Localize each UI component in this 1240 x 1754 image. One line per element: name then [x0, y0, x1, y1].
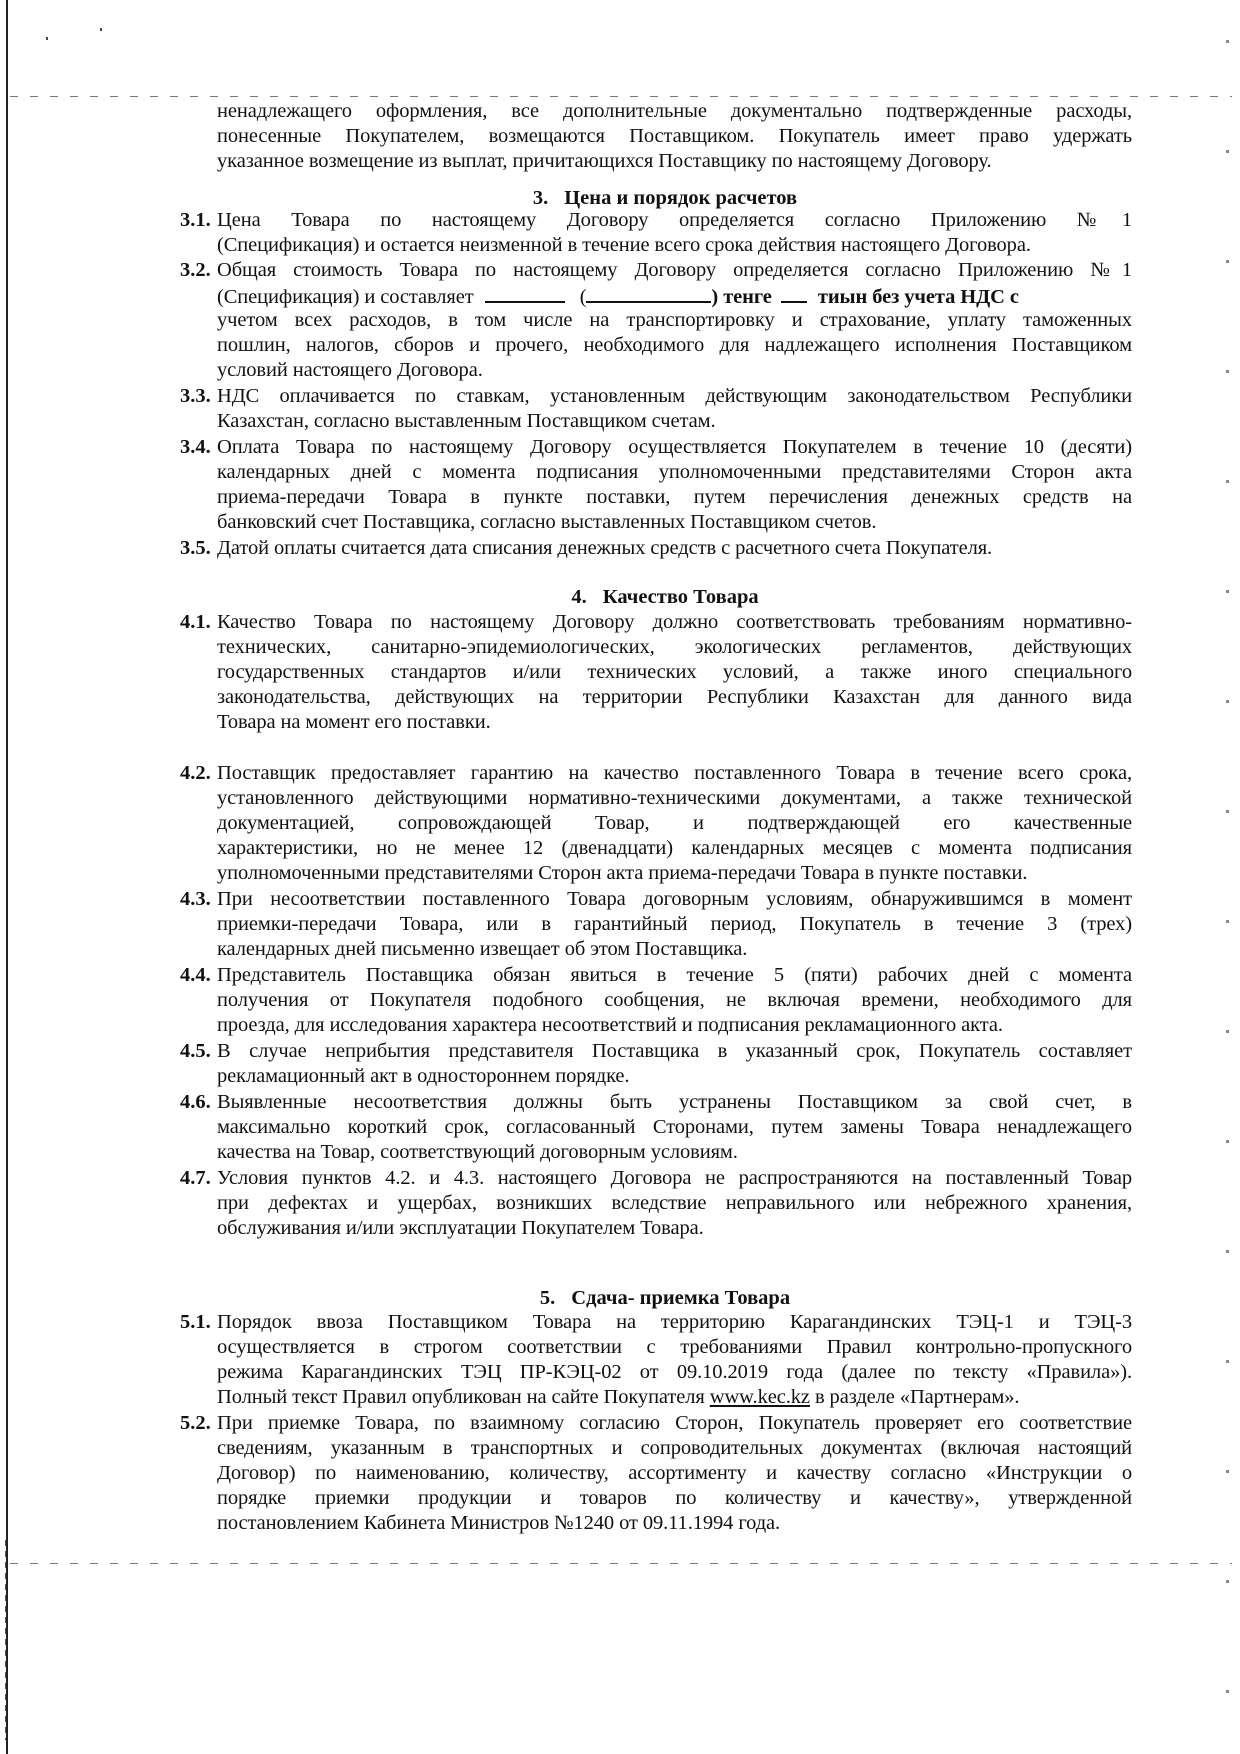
- price-words-field[interactable]: [586, 283, 711, 303]
- clause-line: условий настоящего Договора.: [217, 359, 483, 381]
- clause-line: установленного действующими нормативно-техническими документами, а также технической: [217, 787, 1132, 809]
- scan-speck: [46, 37, 48, 40]
- section-number: 3.: [532, 187, 549, 209]
- clause-line-with-link: [217, 1385, 1132, 1410]
- clause-number: 3.1.: [180, 209, 211, 231]
- clause-line: Порядок ввоза Поставщиком Товара на территорию Карагандинских ТЭЦ-1 и ТЭЦ-3: [217, 1311, 1132, 1333]
- scan-edge-right: [1226, 0, 1229, 1754]
- clause-number: 5.2.: [180, 1412, 211, 1434]
- clause-line: осуществляется в строгом соответствии с требованиями Правил контрольно-пропускного: [217, 1336, 1132, 1358]
- clause-line: проезда, для исследования характера несоответствий и подписания рекламационного акта.: [217, 1014, 1003, 1036]
- clause-number: 5.1.: [180, 1311, 211, 1333]
- section-heading-4: [0, 585, 1240, 610]
- clause-line: постановлением Кабинета Министров №1240 от 09.11.1994 года.: [217, 1512, 781, 1534]
- clause-number: 4.1.: [180, 611, 211, 633]
- clause-line: Поставщик предоставляет гарантию на качество поставленного Товара в течение всего срока,: [217, 762, 1132, 784]
- section-heading-5: [0, 1286, 1240, 1311]
- clause-line: НДС оплачивается по ставкам, установленным действующим законодательством Республики: [217, 385, 1132, 407]
- clause-line: максимально короткий срок, согласованный Сторонами, путем замены Товара ненадлежащего: [217, 1116, 1132, 1138]
- clause-line: Общая стоимость Товара по настоящему Договору определяется согласно Приложению №1: [217, 259, 1132, 281]
- section-number: 5.: [539, 1287, 556, 1309]
- subunit-label: тиын без учета НДС с: [817, 286, 1019, 308]
- clause-line: При приемке Товара, по взаимному согласию Сторон, Покупатель проверяет его соответствие: [217, 1412, 1132, 1434]
- clause-number: 4.3.: [180, 888, 211, 910]
- clause-number: 3.4.: [180, 436, 211, 458]
- clause-line: Оплата Товара по настоящему Договору осуществляется Покупателем в течение 10 (десяти): [217, 436, 1132, 458]
- clause-line: при дефектах и ущербах, возникших вследствие неправильного или небрежного хранения,: [217, 1192, 1132, 1214]
- intro-line: указанное возмещение из выплат, причитающихся Поставщику по настоящему Договору.: [217, 150, 992, 172]
- scan-speck: [100, 28, 102, 31]
- clause-line: обслуживания и/или эксплуатации Покупателем Товара.: [217, 1217, 704, 1239]
- clause-line: Качество Товара по настоящему Договору должно соответствовать требованиям нормативно-: [217, 611, 1132, 633]
- section-number: 4.: [571, 586, 587, 608]
- clause-line: Представитель Поставщика обязан явиться в течение 5 (пяти) рабочих дней с момента: [217, 964, 1132, 986]
- clause-line: приема-передачи Товара в пункте поставки, путем перечисления денежных средств на: [217, 486, 1132, 508]
- clause-text: (Спецификация) и составляет: [217, 286, 474, 308]
- clause-line: Условия пунктов 4.2. и 4.3. настоящего Договора не распространяются на поставленный Товар: [217, 1167, 1132, 1189]
- clause-line: При несоответствии поставленного Товара договорным условиям, обнаружившимся в момент: [217, 888, 1132, 910]
- clause-number: 3.3.: [180, 385, 211, 407]
- clause-text: в разделе «Партнерам».: [814, 1386, 1020, 1408]
- intro-line: ненадлежащего оформления, все дополнительные документально подтвержденные расходы,: [217, 100, 1132, 122]
- clause-line: Договор) по наименованию, количеству, ассортименту и качеству согласно «Инструкции о: [217, 1462, 1132, 1484]
- clause-number: 3.2.: [180, 259, 211, 281]
- section-title: Качество Товара: [602, 586, 759, 608]
- section-title: Сдача- приемка Товара: [571, 1287, 791, 1309]
- clause-line: сведениям, указанным в транспортных и сопроводительных документах (включая настоящий: [217, 1437, 1132, 1459]
- clause-line: государственных стандартов и/или технических условий, а также иного специального: [217, 661, 1132, 683]
- clause-line: Выявленные несоответствия должны быть устранены Поставщиком за свой счет, в: [217, 1091, 1132, 1113]
- clause-line: получения от Покупателя подобного сообщения, не включая времени, необходимого для: [217, 989, 1132, 1011]
- clause-line: Датой оплаты считается дата списания денежных средств с расчетного счета Покупателя.: [217, 537, 993, 559]
- clause-line: уполномоченными представителями Сторон акта приема-передачи Товара в пункте поставки.: [217, 862, 1028, 884]
- clause-line: документацией, сопровождающей Товар, и подтверждающей его качественные: [217, 812, 1132, 834]
- scan-edge-left: [6, 0, 8, 1754]
- website-link[interactable]: www.kec.kz: [709, 1386, 810, 1408]
- clause-number: 4.6.: [180, 1091, 211, 1113]
- clause-line: В случае неприбытия представителя Поставщика в указанный срок, Покупатель составляет: [217, 1040, 1132, 1062]
- scan-fold-line-bottom: [10, 1563, 1232, 1564]
- clause-line: банковский счет Поставщика, согласно выставленных Поставщиком счетов.: [217, 511, 877, 533]
- clause-text: Полный текст Правил опубликован на сайте Покупателя: [217, 1386, 705, 1408]
- clause-line: Товара на момент его поставки.: [217, 711, 491, 733]
- price-subunit-field[interactable]: [781, 283, 807, 303]
- clause-line: учетом всех расходов, в том числе на транспортировку и страхование, уплату таможенных: [217, 309, 1132, 331]
- clause-number: 4.4.: [180, 964, 211, 986]
- clause-number: 4.7.: [180, 1167, 211, 1189]
- intro-line: понесенные Покупателем, возмещаются Поставщиком. Покупатель имеет право удержать: [217, 125, 1132, 147]
- clause-number: 4.5.: [180, 1040, 211, 1062]
- clause-line: технических, санитарно-эпидемиологических, экологических регламентов, действующих: [217, 636, 1132, 658]
- clause-line: Цена Товара по настоящему Договору определяется согласно Приложению №1: [217, 209, 1132, 231]
- clause-line: календарных дней письменно извещает об этом Поставщика.: [217, 938, 748, 960]
- clause-number: 4.2.: [180, 762, 211, 784]
- scan-fold-line-top: [10, 96, 1232, 97]
- clause-line: приемки-передачи Товара, или в гарантийный период, Покупатель в течение 3 (трех): [217, 913, 1132, 935]
- clause-line: режима Карагандинских ТЭЦ ПР-КЭЦ-02 от 09.10.2019 года (далее по тексту «Правила»).: [217, 1361, 1132, 1383]
- scan-edge-left-dashed: [5, 1540, 6, 1740]
- clause-line: Казахстан, согласно выставленным Поставщиком счетам.: [217, 410, 716, 432]
- price-amount-field[interactable]: [485, 283, 565, 303]
- clause-line: характеристики, но не менее 12 (двенадцати) календарных месяцев с момента подписания: [217, 837, 1132, 859]
- currency-label: тенге: [723, 286, 772, 308]
- clause-line: качества на Товар, соответствующий договорным условиям.: [217, 1141, 738, 1163]
- clause-line: порядке приемки продукции и товаров по количеству и качеству», утвержденной: [217, 1487, 1132, 1509]
- clause-number: 3.5.: [180, 537, 211, 559]
- clause-line: пошлин, налогов, сборов и прочего, необходимого для надлежащего исполнения Поставщиком: [217, 334, 1132, 356]
- clause-line: законодательства, действующих на территории Республики Казахстан для данного вида: [217, 686, 1132, 708]
- clause-line: календарных дней с момента подписания уполномоченными представителями Сторон акта: [217, 461, 1132, 483]
- clause-line-price: (Спецификация) и составляет ( ) тенге тиын без учета НДС с: [217, 283, 1132, 310]
- section-title: Цена и порядок расчетов: [564, 187, 798, 209]
- clause-line: (Спецификация) и остается неизменной в течение всего срока действия настоящего Договора.: [217, 234, 1031, 256]
- clause-line: рекламационный акт в одностороннем порядке.: [217, 1065, 630, 1087]
